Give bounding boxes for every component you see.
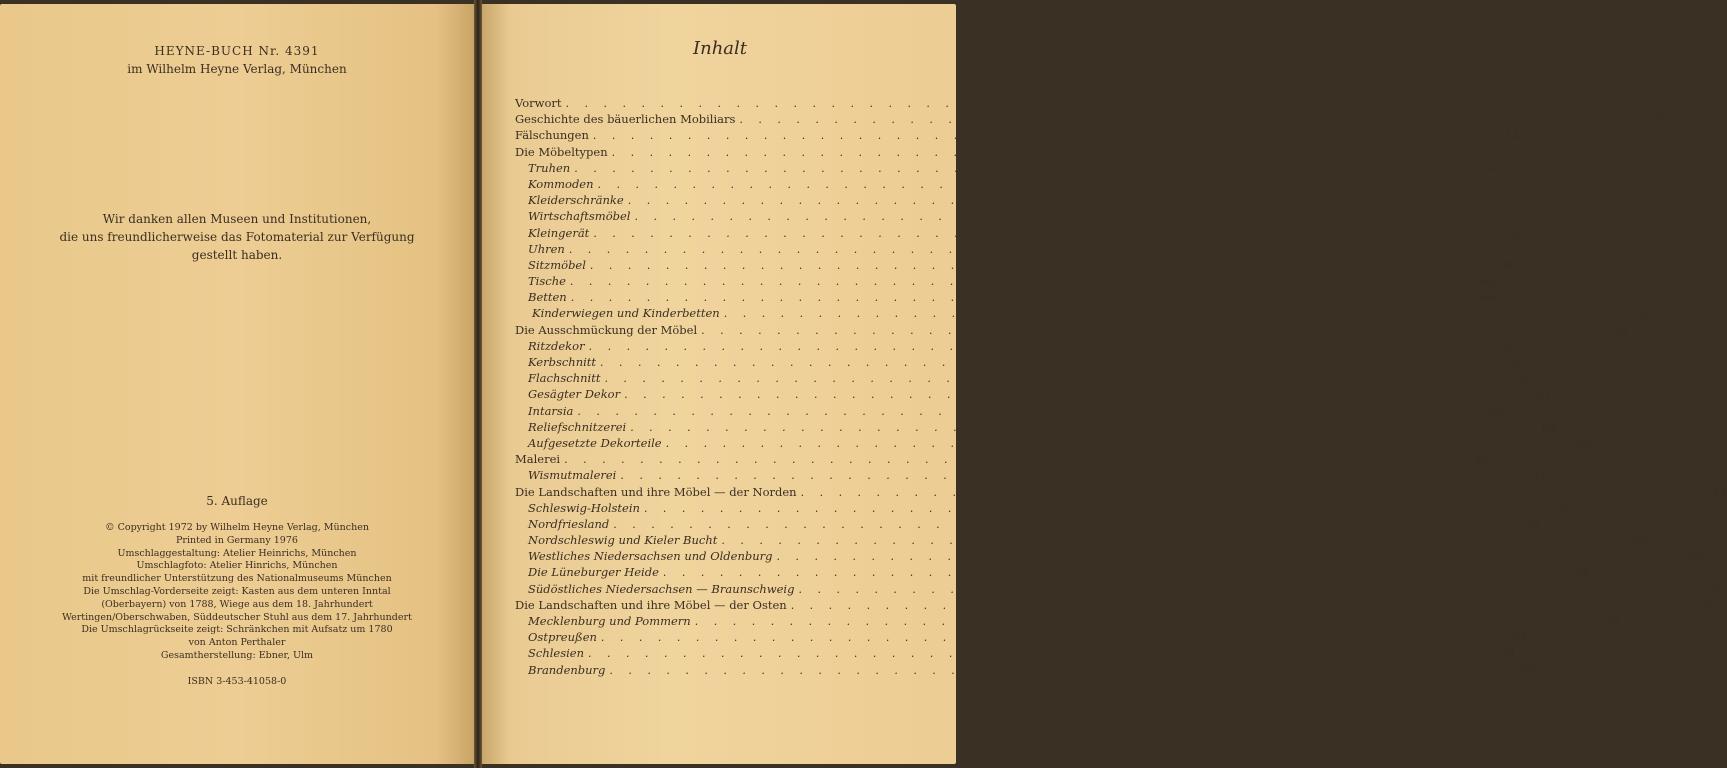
toc-entry <box>515 241 1495 258</box>
toc-entry <box>515 403 1504 420</box>
toc-leader-dots: . . . . . . . . . . . . . . . . . . . . . . . . . . . . . . . . . . . . . . . . . . . . . . . . <box>565 97 1468 110</box>
toc-entry <box>515 630 1528 646</box>
toc-page-number: 89 <box>1499 646 1515 661</box>
toc-leader-dots: . . . . . . . . . . . . . . . . . . . . . . . . . . . . . . . . . . . . . . . . . . . . . . . . <box>593 226 1496 240</box>
toc-entry-label: Gesägter Dekor <box>528 387 621 402</box>
toc-entry-label: Uhren <box>528 241 565 256</box>
toc-leader-dots: . . . . . . . . . . . . . . . . . . . . . . . . . . . . . . . . . . . . . . . . . . . . . . . . <box>627 194 1530 208</box>
toc-entry <box>515 144 1538 161</box>
toc-entry <box>515 306 1650 322</box>
toc-leader-dots: . . . . . . . . . . . . . . . . . . . . . . . . . . . . . . . . . . . . . . . . . . . . . . . . <box>600 356 1503 369</box>
toc-page-number: 85 <box>1702 597 1717 612</box>
isbn: ISBN 3-453-41058-0 <box>187 676 287 687</box>
toc-entry-label: Truhen <box>528 160 571 175</box>
toc-entry <box>515 549 1703 565</box>
toc-entry-label: Ritzdekor <box>528 338 585 353</box>
toc-entry <box>515 322 1628 339</box>
acknowledgement <box>0 210 474 264</box>
toc-entry-label: Westliches Niedersachsen und Oldenburg <box>528 549 773 564</box>
toc-entry <box>515 128 1520 144</box>
toc-page-number: 59 <box>1500 338 1515 353</box>
toc-entry <box>515 274 1497 290</box>
toc-page-number: 85 <box>1606 614 1621 628</box>
toc-leader-dots: . . . . . . . . . . . . . . . . . . . . . . . . . . . . . . . . . . . . . . . . . . . . . . . . <box>577 404 1480 418</box>
acknowledgement-line: die uns freundlicherweise das Fotomaterial zur Verfügung <box>59 230 415 244</box>
toc-leader-dots: . . . . . . . . . . . . . . . . . . . . . . . . . . . . . . . . . . . . . . . . . . . . . . . . <box>592 129 1496 143</box>
toc-entry-label: Kleiderschränke <box>528 193 624 208</box>
toc-page-number: 22 <box>1509 176 1524 191</box>
toc-entry <box>515 452 1491 468</box>
toc-entry <box>515 160 1501 177</box>
toc-entry-label: Sitzmöbel <box>528 257 586 272</box>
toc-entry <box>515 565 1590 581</box>
toc-leader-dots: . . . . . . . . . . . . . . . . . . . . . . . . . . . . . . . . . . . . . . . . . . . . . . . . <box>662 566 1566 580</box>
credit-line: © Copyright 1972 by Wilhelm Heyne Verlag, München <box>105 522 369 533</box>
toc-entry-label: Intarsia <box>528 403 574 418</box>
toc-entry <box>515 355 1527 371</box>
toc-page-number: 87 <box>1512 630 1528 645</box>
toc-leader-dots: . . . . . . . . . . . . . . . . . . . . . . . . . . . . . . . . . . . . . . . . . . . . . . . . <box>665 436 1568 450</box>
toc-page-number: 63 <box>1488 403 1504 418</box>
toc-page-number: 27 <box>1546 209 1561 224</box>
toc-leader-dots: . . . . . . . . . . . . . . . . . . . . . . . . . . . . . . . . . . . . . . . . . . . . . . . . <box>568 242 1471 256</box>
toc-leader-dots: . . . . . . . . . . . . . . . . . . . . . . . . . . . . . . . . . . . . . . . . . . . . . . . . <box>624 388 1527 402</box>
toc-leader-dots: . . . . . . . . . . . . . . . . . . . . . . . . . . . . . . . . . . . . . . . . . . . . . . . . <box>776 550 1679 564</box>
toc-page-number: 34 <box>1504 225 1520 240</box>
toc-leader-dots: . . . . . . . . . . . . . . . . . . . . . . . . . . . . . . . . . . . . . . . . . . . . . . . . <box>570 291 1473 305</box>
toc-entry-label: Die Lüneburger Heide <box>528 565 659 580</box>
toc-page-number: 71 <box>1531 468 1547 483</box>
toc-entry-label: Geschichte des bäuerlichen Mobiliars <box>515 112 736 127</box>
toc-entry-label: Ostpreußen <box>528 630 597 645</box>
toc-leader-dots: . . . . . . . . . . . . . . . . . . . . . . . . . . . . . . . . . . . . . . . . . . . . . . . . <box>634 210 1537 224</box>
toc-entry-label: Betten <box>528 290 567 305</box>
toc-leader-dots: . . . . . . . . . . . . . . . . . . . . . . . . . . . . . . . . . . . . . . . . . . . . . . . . <box>721 534 1624 548</box>
toc-page-number: 7 <box>1484 96 1492 110</box>
toc-entry-label: Reliefschnitzerei <box>528 419 627 434</box>
toc-page-number: 73 <box>1712 484 1727 499</box>
toc-page-number: 75 <box>1524 516 1540 531</box>
toc-page-number: 9 <box>1658 112 1666 127</box>
toc-entry-label: Wismutmalerei <box>528 468 617 483</box>
toc-leader-dots: . . . . . . . . . . . . . . . . . . . . . . . . . . . . . . . . . . . . . . . . . . . . . . . . <box>564 453 1467 467</box>
toc-entry <box>515 516 1540 533</box>
toc-entry-label: Brandenburg <box>528 662 606 677</box>
toc-page-number: 15 <box>1523 144 1538 159</box>
toc-leader-dots: . . . . . . . . . . . . . . . . . . . . . . . . . . . . . . . . . . . . . . . . . . . . . . . . <box>723 307 1626 321</box>
toc-entry-label: Die Ausschmückung der Möbel <box>515 322 698 337</box>
toc-page-number: 61 <box>1511 355 1527 369</box>
book-gutter <box>474 0 482 768</box>
toc-leader-dots: . . . . . . . . . . . . . . . . . . . . . . . . . . . . . . . . . . . . . . . . . . . . . . . . <box>630 420 1533 434</box>
toc-leader-dots: . . . . . . . . . . . . . . . . . . . . . . . . . . . . . . . . . . . . . . . . . . . . . . . . <box>597 177 1500 191</box>
toc-leader-dots: . . . . . . . . . . . . . . . . . . . . . . . . . . . . . . . . . . . . . . . . . . . . . . . . <box>604 372 1507 386</box>
toc-entry <box>515 419 1557 436</box>
toc-page-number: 82 <box>1710 581 1725 596</box>
toc-leader-dots: . . . . . . . . . . . . . . . . . . . . . . . . . . . . . . . . . . . . . . . . . . . . . . . . <box>588 339 1491 353</box>
toc-title: Inhalt <box>692 38 748 59</box>
toc-entry-label: Fälschungen <box>515 128 589 143</box>
toc-page-number: 14 <box>1504 128 1520 143</box>
credit-line: Umschlaggestaltung: Atelier Heinrichs, München <box>117 547 357 559</box>
toc-page-number: 48 <box>1482 290 1497 305</box>
credit-line: (Oberbayern) von 1788, Wiege aus dem 18. Jahrhundert <box>101 598 373 610</box>
credit-line: Die Umschlagrückseite zeigt: Schränkchen mit Aufsatz um 1780 <box>81 624 393 636</box>
credit-line: Printed in Germany 1976 <box>176 534 298 546</box>
toc-entry <box>515 435 1592 452</box>
toc-entry-label: Mecklenburg und Pommern <box>528 614 691 628</box>
toc-page-number: 65 <box>1577 435 1592 450</box>
toc-entry-label: Nordfriesland <box>528 516 610 531</box>
table-of-contents <box>515 96 1727 679</box>
toc-entry <box>515 371 1531 387</box>
toc-page-number: 16 <box>1485 160 1501 175</box>
acknowledgement-line: gestellt haben. <box>191 248 283 262</box>
toc-entry <box>515 112 1666 128</box>
toc-page-number: 36 <box>1501 257 1517 272</box>
acknowledgement-line: Wir danken allen Museen und Institutionen, <box>102 212 372 226</box>
toc-leader-dots: . . . . . . . . . . . . . . . . . . . . . . . . . . . . . . . . . . . . . . . . . . . . . . . . <box>613 517 1516 531</box>
credit-line: Umschlagfoto: Atelier Hinrichs, München <box>136 560 338 572</box>
toc-page-number: 64 <box>1541 419 1557 434</box>
toc-entry-label: Nordschleswig und Kieler Bucht <box>528 533 718 548</box>
copyright-credits <box>0 522 474 663</box>
toc-entry-label: Wirtschaftsmöbel <box>528 209 631 224</box>
toc-page-number: 66 <box>1475 452 1491 467</box>
toc-page-number: 43 <box>1481 274 1497 289</box>
toc-leader-dots: . . . . . . . . . . . . . . . . . . . . . . . . . . . . . . . . . . . . . . . . . . . . . . . . <box>609 663 1512 677</box>
toc-entry-label: Schleswig-Holstein <box>528 500 640 515</box>
toc-entry-label: Kinderwiegen und Kinderbetten <box>532 306 720 321</box>
toc-entry <box>515 662 1536 679</box>
toc-entry-label: Südöstliches Niedersachsen — Braunschweig <box>528 581 795 596</box>
toc-entry-label: Aufgesetzte Dekorteile <box>528 435 662 450</box>
series-number: HEYNE-BUCH Nr. 4391 <box>154 44 320 58</box>
toc-leader-dots: . . . . . . . . . . . . . . . . . . . . . . . . . . . . . . . . . . . . . . . . . . . . . . . . <box>588 647 1491 661</box>
toc-leader-dots: . . . . . . . . . . . . . . . . . . . . . . . . . . . . . . . . . . . . . . . . . . . . . . . . <box>739 113 1642 127</box>
toc-entry <box>515 338 1515 355</box>
toc-entry <box>515 468 1547 484</box>
toc-entry <box>515 96 1492 112</box>
toc-entry <box>515 176 1524 193</box>
toc-page-number: 53 <box>1635 306 1650 321</box>
toc-page-number: 73 <box>1555 500 1571 515</box>
toc-entry <box>515 533 1648 549</box>
toc-entry <box>515 387 1551 403</box>
toc-entry-label: Die Landschaften und ihre Möbel — der Norden <box>515 484 797 499</box>
toc-leader-dots: . . . . . . . . . . . . . . . . . . . . . . . . . . . . . . . . . . . . . . . . . . . . . . . . <box>643 501 1547 515</box>
toc-leader-dots: . . . . . . . . . . . . . . . . . . . . . . . . . . . . . . . . . . . . . . . . . . . . . . . . <box>574 161 1477 175</box>
toc-entry <box>515 597 1717 614</box>
toc-page-number: 62 <box>1515 371 1531 386</box>
toc-entry <box>515 614 1621 630</box>
toc-leader-dots: . . . . . . . . . . . . . . . . . . . . . . . . . . . . . . . . . . . . . . . . . . . . . . . . <box>600 631 1504 645</box>
toc-entry-label: Vorwort <box>515 96 562 110</box>
toc-leader-dots: . . . . . . . . . . . . . . . . . . . . . . . . . . . . . . . . . . . . . . . . . . . . . . . . <box>611 145 1514 159</box>
toc-page-number: 63 <box>1535 387 1551 402</box>
toc-page-number: 78 <box>1632 533 1648 548</box>
toc-page-number: 22 <box>1539 193 1554 208</box>
publisher-line: im Wilhelm Heyne Verlag, München <box>127 62 347 76</box>
toc-leader-dots: . . . . . . . . . . . . . . . . . . . . . . . . . . . . . . . . . . . . . . . . . . . . . . . . <box>798 582 1701 596</box>
toc-entry-label: Kleingerät <box>528 225 590 240</box>
toc-entry-label: Malerei <box>515 452 561 467</box>
toc-entry <box>515 257 1517 274</box>
credit-line: von Anton Perthaler <box>188 637 286 649</box>
toc-page-number: 35 <box>1480 241 1495 256</box>
toc-leader-dots: . . . . . . . . . . . . . . . . . . . . . . . . . . . . . . . . . . . . . . . . . . . . . . . . <box>569 275 1473 289</box>
toc-entry-label: Kerbschnitt <box>528 355 597 369</box>
toc-entry-label: Die Möbeltypen <box>515 144 608 159</box>
credit-line: Wertingen/Oberschwaben, Süddeutscher Stuhl aus dem 17. Jahrhundert <box>62 611 412 623</box>
toc-leader-dots: . . . . . . . . . . . . . . . . . . . . . . . . . . . . . . . . . . . . . . . . . . . . . . . . <box>694 615 1597 628</box>
toc-page-number: 90 <box>1520 662 1536 677</box>
toc-entry-label: Flachschnitt <box>528 371 601 386</box>
toc-entry <box>515 193 1554 209</box>
toc-entry <box>515 500 1571 517</box>
toc-page-number: 82 <box>1574 565 1590 580</box>
toc-entry-label: Die Landschaften und ihre Möbel — der Osten <box>515 597 787 612</box>
toc-leader-dots: . . . . . . . . . . . . . . . . . . . . . . . . . . . . . . . . . . . . . . . . . . . . . . . . <box>800 485 1703 499</box>
credit-line: mit freundlicher Unterstützung des Nationalmuseums München <box>82 573 392 585</box>
toc-entry <box>515 484 1727 501</box>
toc-leader-dots: . . . . . . . . . . . . . . . . . . . . . . . . . . . . . . . . . . . . . . . . . . . . . . . . <box>589 258 1493 272</box>
toc-entry-label: Tische <box>528 274 566 289</box>
toc-leader-dots: . . . . . . . . . . . . . . . . . . . . . . . . . . . . . . . . . . . . . . . . . . . . . . . . <box>701 323 1604 337</box>
toc-page-number: 79 <box>1688 549 1703 564</box>
toc-entry <box>515 209 1561 225</box>
toc-leader-dots: . . . . . . . . . . . . . . . . . . . . . . . . . . . . . . . . . . . . . . . . . . . . . . . . <box>620 469 1523 483</box>
toc-page-number: 58 <box>1612 322 1628 337</box>
toc-entry-label: Kommoden <box>528 176 594 191</box>
toc-leader-dots: . . . . . . . . . . . . . . . . . . . . . . . . . . . . . . . . . . . . . . . . . . . . . . . . <box>790 598 1693 612</box>
toc-entry <box>515 646 1515 662</box>
edition-label: 5. Auflage <box>206 494 268 508</box>
credit-line: Die Umschlag-Vorderseite zeigt: Kasten aus dem unteren Inntal <box>83 585 391 597</box>
toc-entry-label: Schlesien <box>528 646 585 661</box>
credit-line: Gesamtherstellung: Ebner, Ulm <box>160 649 314 661</box>
toc-entry <box>515 225 1520 242</box>
toc-entry <box>515 581 1725 598</box>
toc-entry <box>515 290 1497 306</box>
